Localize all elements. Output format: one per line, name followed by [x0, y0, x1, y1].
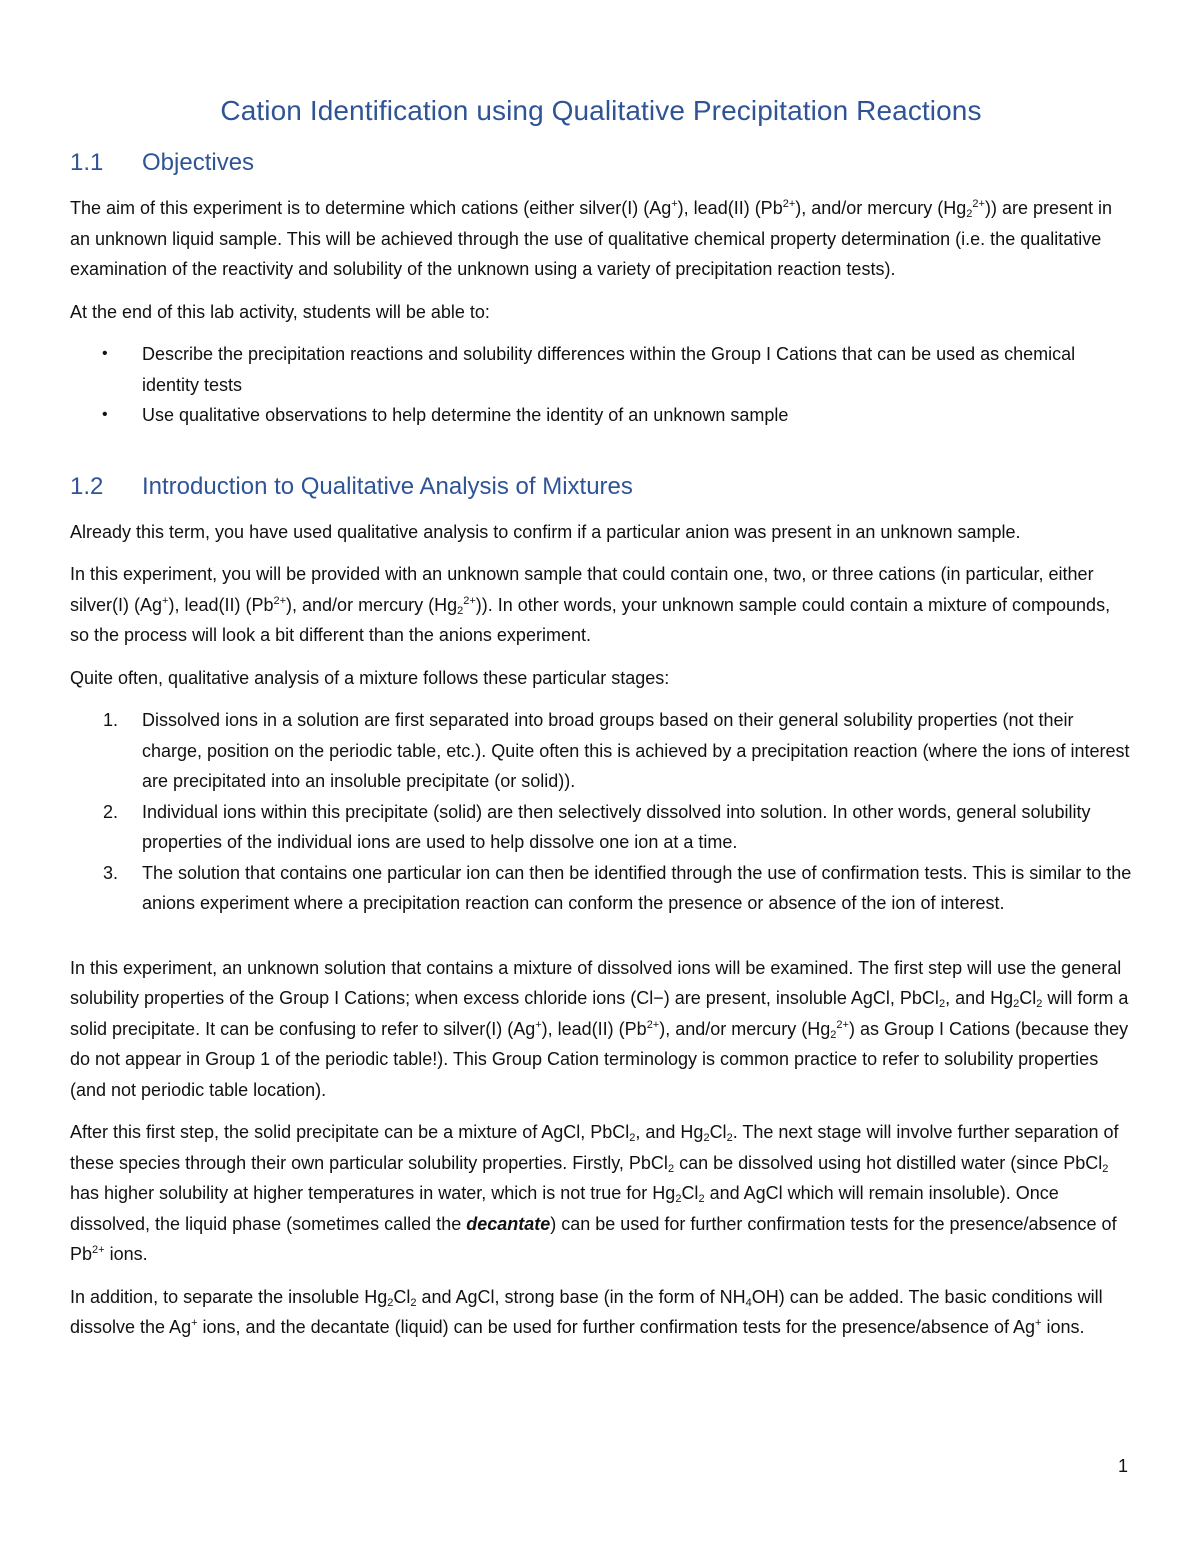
- section-number: 1.1: [70, 149, 104, 176]
- list-item: • Use qualitative observations to help determine the identity of an unknown sample: [70, 400, 1132, 431]
- intro-paragraph-2: In this experiment, you will be provided with an unknown sample that could contain one, two, or three cations (in particular, either silver(I) (Ag+), lead(II) $(Pb^{2+})$, and/or mercury $(Hg_2^{2+})$). In other words, your unknown sample could contain a mixture of compounds, so the process will look a bit different than the anions experiment.: [70, 564, 1111, 645]
- intro-paragraph-4: In this experiment, an unknown solution that contains a mixture of dissolved ions will be examined. The first step will use the general solubility properties of the Group I Cations; when excess chloride ions (Cl−) are present, insoluble AgCl, PbCl$_2$, and $Hg_2Cl_2$ will form a solid precipitate. It can be confusing to refer to silver(I) (Ag+), lead(II) $(Pb^{2+})$, and/or mercury $(Hg_2^{2+})$ as Group I Cations (because they do not appear in Group 1 of the periodic table!). This Group Cation terminology is common practice to refer to solubility properties (and not periodic table location).: [70, 957, 1129, 1100]
- learning-outcomes-list: [70, 339, 1132, 431]
- list-item: 1. Dissolved ions in a solution are first separated into broad groups based on their general solubility properties (not their charge, position on the periodic table, etc.). Quite often this is achieved by a precipitation reaction (where the ions of interest are precipitated into an insoluble precipitate (or solid)).: [103, 710, 1130, 791]
- bullet-marker: •: [102, 406, 108, 423]
- section-number: 1.2: [70, 472, 104, 500]
- list-item: 2. Individual ions within this precipitate (solid) are then selectively dissolved into solution. In other words, general solubility properties of the individual ions are used to help dissolve one ion at a time.: [103, 801, 1091, 852]
- intro-paragraph-6: In addition, to separate the insoluble $Hg_2Cl_2$ and AgCl, strong base (in the form of $NH_4OH$) can be added. The basic conditions will dissolve the Ag+ ions, and the decantate (liquid) can be used for further confirmation tests for the presence/absence of Ag+ ions.: [70, 1286, 1103, 1337]
- section-heading-introduction: [70, 473, 1132, 501]
- decantate-term: decantate: [466, 1213, 551, 1234]
- list-item: • Describe the precipitation reactions and solubility differences within the Group I Cations that can be used as chemical identity tests: [70, 339, 1132, 400]
- analysis-stages-list: [70, 705, 1132, 919]
- bullet-marker: •: [102, 345, 108, 362]
- learning-outcomes-intro: At the end of this lab activity, students will be able to:: [70, 301, 490, 322]
- section-title: Objectives: [142, 149, 255, 176]
- intro-paragraph-5: After this first step, the solid precipitate can be a mixture of AgCl, PbCl$_2$, and $Hg_2Cl_2$. The next stage will involve further separation of these species through their own particular solubility properties. Firstly, PbCl$_2$ can be dissolved using hot distilled water (since PbCl$_2$ has higher solubility at higher temperatures in water, which is not true for $Hg_2Cl_2$ and AgCl which will remain insoluble). Once dissolved, the liquid phase (sometimes called the decantate) can be used for further confirmation tests for the presence/absence of $Pb^{2+}$ ions.: [70, 1122, 1119, 1264]
- section-title: Introduction to Qualitative Analysis of Mixtures: [142, 472, 633, 500]
- page-number: 1: [1117, 1456, 1128, 1476]
- list-item: 3. The solution that contains one particular ion can then be identified through the use of confirmation tests. This is similar to the anions experiment where a precipitation reaction can conform the presence or absence of the ion of interest.: [103, 862, 1132, 913]
- objectives-paragraph: The aim of this experiment is to determine which cations (either silver(I) (Ag+), lead(II) $(Pb^{2+})$, and/or mercury $(Hg_2^{2+})$) are present in an unknown liquid sample. This will be achieved through the use of qualitative chemical property determination (i.e. the qualitative examination of the reactivity and solubility of the unknown using a variety of precipitation reaction tests).: [70, 198, 1113, 279]
- section-heading-objectives: [70, 149, 1132, 177]
- document-title: Cation Identification using Qualitative Precipitation Reactions: [220, 95, 982, 126]
- intro-paragraph-1: Already this term, you have used qualitative analysis to confirm if a particular anion was present in an unknown sample.: [70, 521, 1021, 542]
- document-page: [70, 95, 1132, 1355]
- intro-paragraph-3: Quite often, qualitative analysis of a mixture follows these particular stages:: [70, 667, 670, 688]
